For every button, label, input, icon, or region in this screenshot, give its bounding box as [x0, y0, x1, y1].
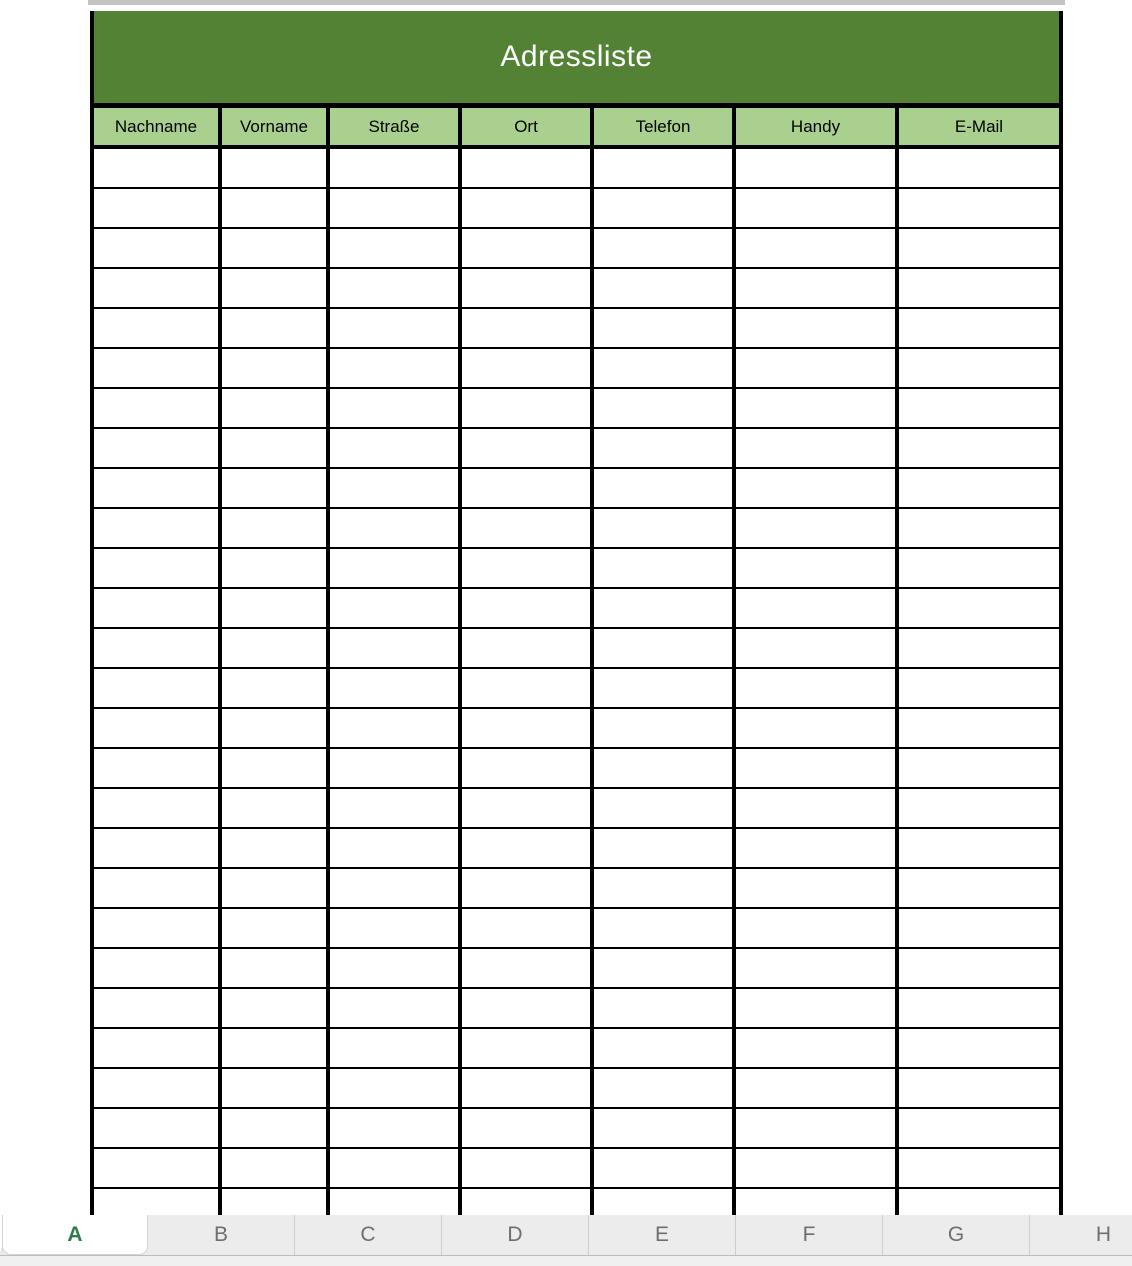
table-cell[interactable] [462, 949, 594, 987]
table-cell[interactable] [462, 789, 594, 827]
table-cell[interactable] [330, 549, 462, 587]
top-scroll-strip [88, 0, 1065, 5]
table-cell[interactable] [94, 1149, 222, 1187]
table-cell[interactable] [594, 949, 736, 987]
table-cell[interactable] [94, 589, 222, 627]
table-cell[interactable] [462, 1069, 594, 1107]
table-cell[interactable] [736, 1029, 899, 1067]
table-cell[interactable] [594, 549, 736, 587]
table-row [94, 909, 1059, 949]
table-cell[interactable] [899, 989, 1059, 1027]
header-cell-email[interactable]: E-Mail [899, 108, 1059, 145]
table-row [94, 189, 1059, 229]
table-cell[interactable] [594, 869, 736, 907]
table-row [94, 1029, 1059, 1069]
table-cell[interactable] [899, 669, 1059, 707]
table-cell[interactable] [94, 989, 222, 1027]
table-cell[interactable] [462, 1149, 594, 1187]
table-cell[interactable] [736, 549, 899, 587]
sheet-tab-a[interactable]: A [2, 1215, 148, 1255]
table-cell[interactable] [899, 149, 1059, 187]
table-cell[interactable] [899, 1189, 1059, 1215]
table-cell[interactable] [222, 149, 330, 187]
table-cell[interactable] [899, 1149, 1059, 1187]
table-cell[interactable] [222, 309, 330, 347]
table-cell[interactable] [462, 749, 594, 787]
table-cell[interactable] [462, 589, 594, 627]
table-row [94, 229, 1059, 269]
table-cell[interactable] [594, 1069, 736, 1107]
table-cell[interactable] [222, 869, 330, 907]
table-row [94, 389, 1059, 429]
table-cell[interactable] [222, 589, 330, 627]
table-cell[interactable] [330, 1029, 462, 1067]
table-cell[interactable] [94, 509, 222, 547]
table-cell[interactable] [94, 469, 222, 507]
table-cell[interactable] [594, 829, 736, 867]
table-cell[interactable] [222, 1149, 330, 1187]
tab-bar-left-notch [0, 1215, 3, 1255]
table-row [94, 869, 1059, 909]
table-cell[interactable] [594, 389, 736, 427]
table-cell[interactable] [222, 629, 330, 667]
table-cell[interactable] [736, 349, 899, 387]
table-cell[interactable] [462, 549, 594, 587]
table-cell[interactable] [330, 149, 462, 187]
table-cell[interactable] [594, 349, 736, 387]
header-cell-ort[interactable]: Ort [462, 108, 594, 145]
table-cell[interactable] [594, 709, 736, 747]
table-cell[interactable] [222, 829, 330, 867]
table-cell[interactable] [222, 429, 330, 467]
table-cell[interactable] [736, 789, 899, 827]
table-row [94, 629, 1059, 669]
sheet-tab-bar [0, 1215, 1132, 1256]
table-cell[interactable] [462, 509, 594, 547]
table-cell[interactable] [899, 1109, 1059, 1147]
table-row [94, 669, 1059, 709]
table-cell[interactable] [330, 269, 462, 307]
table-cell[interactable] [462, 869, 594, 907]
table-cell[interactable] [462, 1109, 594, 1147]
table-cell[interactable] [94, 869, 222, 907]
table-cell[interactable] [330, 469, 462, 507]
table-cell[interactable] [899, 909, 1059, 947]
table-cell[interactable] [899, 709, 1059, 747]
table-row [94, 469, 1059, 509]
table-cell[interactable] [462, 349, 594, 387]
table-cell[interactable] [330, 229, 462, 267]
table-cell[interactable] [94, 829, 222, 867]
table-cell[interactable] [736, 229, 899, 267]
table-cell[interactable] [462, 229, 594, 267]
table-cell[interactable] [899, 1029, 1059, 1067]
table-cell[interactable] [222, 269, 330, 307]
table-cell[interactable] [330, 789, 462, 827]
header-cell-nachname[interactable]: Nachname [94, 108, 222, 145]
table-row [94, 789, 1059, 829]
table-cell[interactable] [736, 709, 899, 747]
table-cell[interactable] [94, 549, 222, 587]
table-cell[interactable] [899, 389, 1059, 427]
table-cell[interactable] [330, 829, 462, 867]
table-cell[interactable] [899, 589, 1059, 627]
table-cell[interactable] [94, 949, 222, 987]
table-cell[interactable] [736, 1069, 899, 1107]
table-cell[interactable] [462, 149, 594, 187]
table-cell[interactable] [94, 349, 222, 387]
table-cell[interactable] [736, 869, 899, 907]
table-cell[interactable] [899, 229, 1059, 267]
table-cell[interactable] [736, 269, 899, 307]
table-cell[interactable] [330, 949, 462, 987]
table-row [94, 749, 1059, 789]
table-cell[interactable] [594, 1109, 736, 1147]
table-cell[interactable] [94, 629, 222, 667]
table-cell[interactable] [330, 749, 462, 787]
table-cell[interactable] [736, 309, 899, 347]
table-cell[interactable] [594, 1149, 736, 1187]
table-cell[interactable] [94, 309, 222, 347]
table-cell[interactable] [330, 589, 462, 627]
table-cell[interactable] [94, 1109, 222, 1147]
sheet-tab-h[interactable]: H [1095, 1223, 1112, 1246]
table-cell[interactable] [899, 549, 1059, 587]
table-cell[interactable] [594, 1189, 736, 1215]
table-cell[interactable] [736, 389, 899, 427]
table-cell[interactable] [462, 989, 594, 1027]
table-cell[interactable] [594, 789, 736, 827]
table-cell[interactable] [330, 629, 462, 667]
table-cell[interactable] [330, 709, 462, 747]
table-cell[interactable] [594, 749, 736, 787]
table-row [94, 309, 1059, 349]
header-cell-telefon[interactable]: Telefon [594, 108, 736, 145]
table-cell[interactable] [330, 509, 462, 547]
table-cell[interactable] [736, 749, 899, 787]
table-cell[interactable] [330, 189, 462, 227]
table-cell[interactable] [594, 589, 736, 627]
table-cell[interactable] [462, 309, 594, 347]
table-cell[interactable] [222, 509, 330, 547]
table-cell[interactable] [736, 429, 899, 467]
table-cell[interactable] [222, 469, 330, 507]
table-cell[interactable] [94, 789, 222, 827]
table-cell[interactable] [222, 1029, 330, 1067]
table-cell[interactable] [222, 1069, 330, 1107]
sheet-tab-c[interactable]: C [295, 1215, 442, 1255]
table-row [94, 509, 1059, 549]
table-cell[interactable] [330, 669, 462, 707]
table-cell[interactable] [330, 1149, 462, 1187]
table-cell[interactable] [736, 669, 899, 707]
table-cell[interactable] [899, 269, 1059, 307]
table-cell[interactable] [736, 509, 899, 547]
table-cell[interactable] [899, 469, 1059, 507]
table-cell[interactable] [736, 989, 899, 1027]
table-cell[interactable] [594, 509, 736, 547]
table-cell[interactable] [330, 869, 462, 907]
table-row [94, 269, 1059, 309]
table-cell[interactable] [594, 469, 736, 507]
table-cell[interactable] [94, 389, 222, 427]
table-cell[interactable] [736, 1189, 899, 1215]
table-cell[interactable] [462, 709, 594, 747]
table-cell[interactable] [222, 949, 330, 987]
table-cell[interactable] [94, 1029, 222, 1067]
table-cell[interactable] [94, 149, 222, 187]
address-list-sheet [90, 11, 1063, 1215]
table-cell[interactable] [594, 149, 736, 187]
table-cell[interactable] [736, 629, 899, 667]
table-cell[interactable] [222, 1109, 330, 1147]
table-cell[interactable] [736, 909, 899, 947]
table-cell[interactable] [462, 1189, 594, 1215]
table-cell[interactable] [462, 429, 594, 467]
table-title-banner [94, 11, 1059, 103]
table-cell[interactable] [462, 389, 594, 427]
table-cell[interactable] [222, 709, 330, 747]
table-cell[interactable] [594, 989, 736, 1027]
table-cell[interactable] [462, 1029, 594, 1067]
table-cell[interactable] [899, 189, 1059, 227]
table-row [94, 1149, 1059, 1189]
table-row [94, 589, 1059, 629]
table-cell[interactable] [94, 1069, 222, 1107]
table-cell[interactable] [899, 949, 1059, 987]
table-header-row [94, 108, 1059, 145]
table-cell[interactable] [736, 949, 899, 987]
table-row [94, 549, 1059, 589]
table-row [94, 349, 1059, 389]
table-cell[interactable] [594, 189, 736, 227]
table-row [94, 829, 1059, 869]
table-cell[interactable] [94, 1189, 222, 1215]
table-cell[interactable] [594, 629, 736, 667]
table-row [94, 1109, 1059, 1149]
table-row [94, 1189, 1059, 1215]
table-cell[interactable] [94, 669, 222, 707]
table-cell[interactable] [330, 349, 462, 387]
table-cell[interactable] [899, 749, 1059, 787]
table-cell[interactable] [736, 469, 899, 507]
table-cell[interactable] [736, 589, 899, 627]
table-cell[interactable] [222, 789, 330, 827]
table-cell[interactable] [736, 149, 899, 187]
header-cell-strae[interactable]: Straße [330, 108, 462, 145]
table-cell[interactable] [222, 349, 330, 387]
table-cell[interactable] [330, 989, 462, 1027]
sheet-tab-f[interactable]: F [736, 1215, 883, 1255]
table-cell[interactable] [594, 669, 736, 707]
table-cell[interactable] [222, 989, 330, 1027]
table-cell[interactable] [222, 389, 330, 427]
table-cell[interactable] [222, 909, 330, 947]
table-cell[interactable] [736, 1109, 899, 1147]
table-cell[interactable] [330, 909, 462, 947]
table-cell[interactable] [899, 509, 1059, 547]
sheet-tab-e[interactable]: E [589, 1215, 736, 1255]
table-cell[interactable] [462, 829, 594, 867]
table-cell[interactable] [594, 909, 736, 947]
table-cell[interactable] [594, 1029, 736, 1067]
table-cell[interactable] [899, 309, 1059, 347]
table-cell[interactable] [94, 189, 222, 227]
table-cell[interactable] [462, 629, 594, 667]
table-cell[interactable] [330, 389, 462, 427]
table-cell[interactable] [222, 549, 330, 587]
table-cell[interactable] [462, 669, 594, 707]
table-cell[interactable] [462, 269, 594, 307]
table-cell[interactable] [330, 1069, 462, 1107]
table-row [94, 949, 1059, 989]
table-cell[interactable] [330, 1109, 462, 1147]
table-cell[interactable] [330, 1189, 462, 1215]
table-row [94, 709, 1059, 749]
table-row [94, 429, 1059, 469]
sheet-tab-d[interactable]: D [442, 1215, 589, 1255]
table-cell[interactable] [94, 749, 222, 787]
table-cell[interactable] [594, 269, 736, 307]
table-cell[interactable] [899, 1069, 1059, 1107]
table-cell[interactable] [594, 309, 736, 347]
sheet-tab-bar-zone [0, 1215, 1132, 1266]
table-cell[interactable] [899, 349, 1059, 387]
table-row [94, 989, 1059, 1029]
table-cell[interactable] [94, 429, 222, 467]
table-cell[interactable] [736, 1149, 899, 1187]
table-cell[interactable] [222, 669, 330, 707]
header-cell-vorname[interactable]: Vorname [222, 108, 330, 145]
table-cell[interactable] [94, 909, 222, 947]
table-row [94, 149, 1059, 189]
table-cell[interactable] [222, 1189, 330, 1215]
table-cell[interactable] [594, 429, 736, 467]
table-cell[interactable] [899, 429, 1059, 467]
table-cell[interactable] [736, 829, 899, 867]
table-cell[interactable] [94, 229, 222, 267]
table-cell[interactable] [94, 269, 222, 307]
table-cell[interactable] [899, 829, 1059, 867]
table-cell[interactable] [899, 789, 1059, 827]
table-cell[interactable] [330, 429, 462, 467]
table-row [94, 1069, 1059, 1109]
table-cell[interactable] [462, 909, 594, 947]
sheet-tab-g[interactable]: G [883, 1215, 1030, 1255]
table-cell[interactable] [736, 189, 899, 227]
table-cell[interactable] [899, 629, 1059, 667]
table-cell[interactable] [594, 229, 736, 267]
table-cell[interactable] [222, 189, 330, 227]
table-cell[interactable] [330, 309, 462, 347]
table-cell[interactable] [94, 709, 222, 747]
table-cell[interactable] [462, 469, 594, 507]
header-cell-handy[interactable]: Handy [736, 108, 899, 145]
sheet-tab-b[interactable]: B [148, 1215, 295, 1255]
table-cell[interactable] [222, 229, 330, 267]
table-cell[interactable] [462, 189, 594, 227]
table-cell[interactable] [222, 749, 330, 787]
table-title: Adressliste [500, 40, 653, 73]
table-body [94, 149, 1059, 1215]
table-cell[interactable] [899, 869, 1059, 907]
